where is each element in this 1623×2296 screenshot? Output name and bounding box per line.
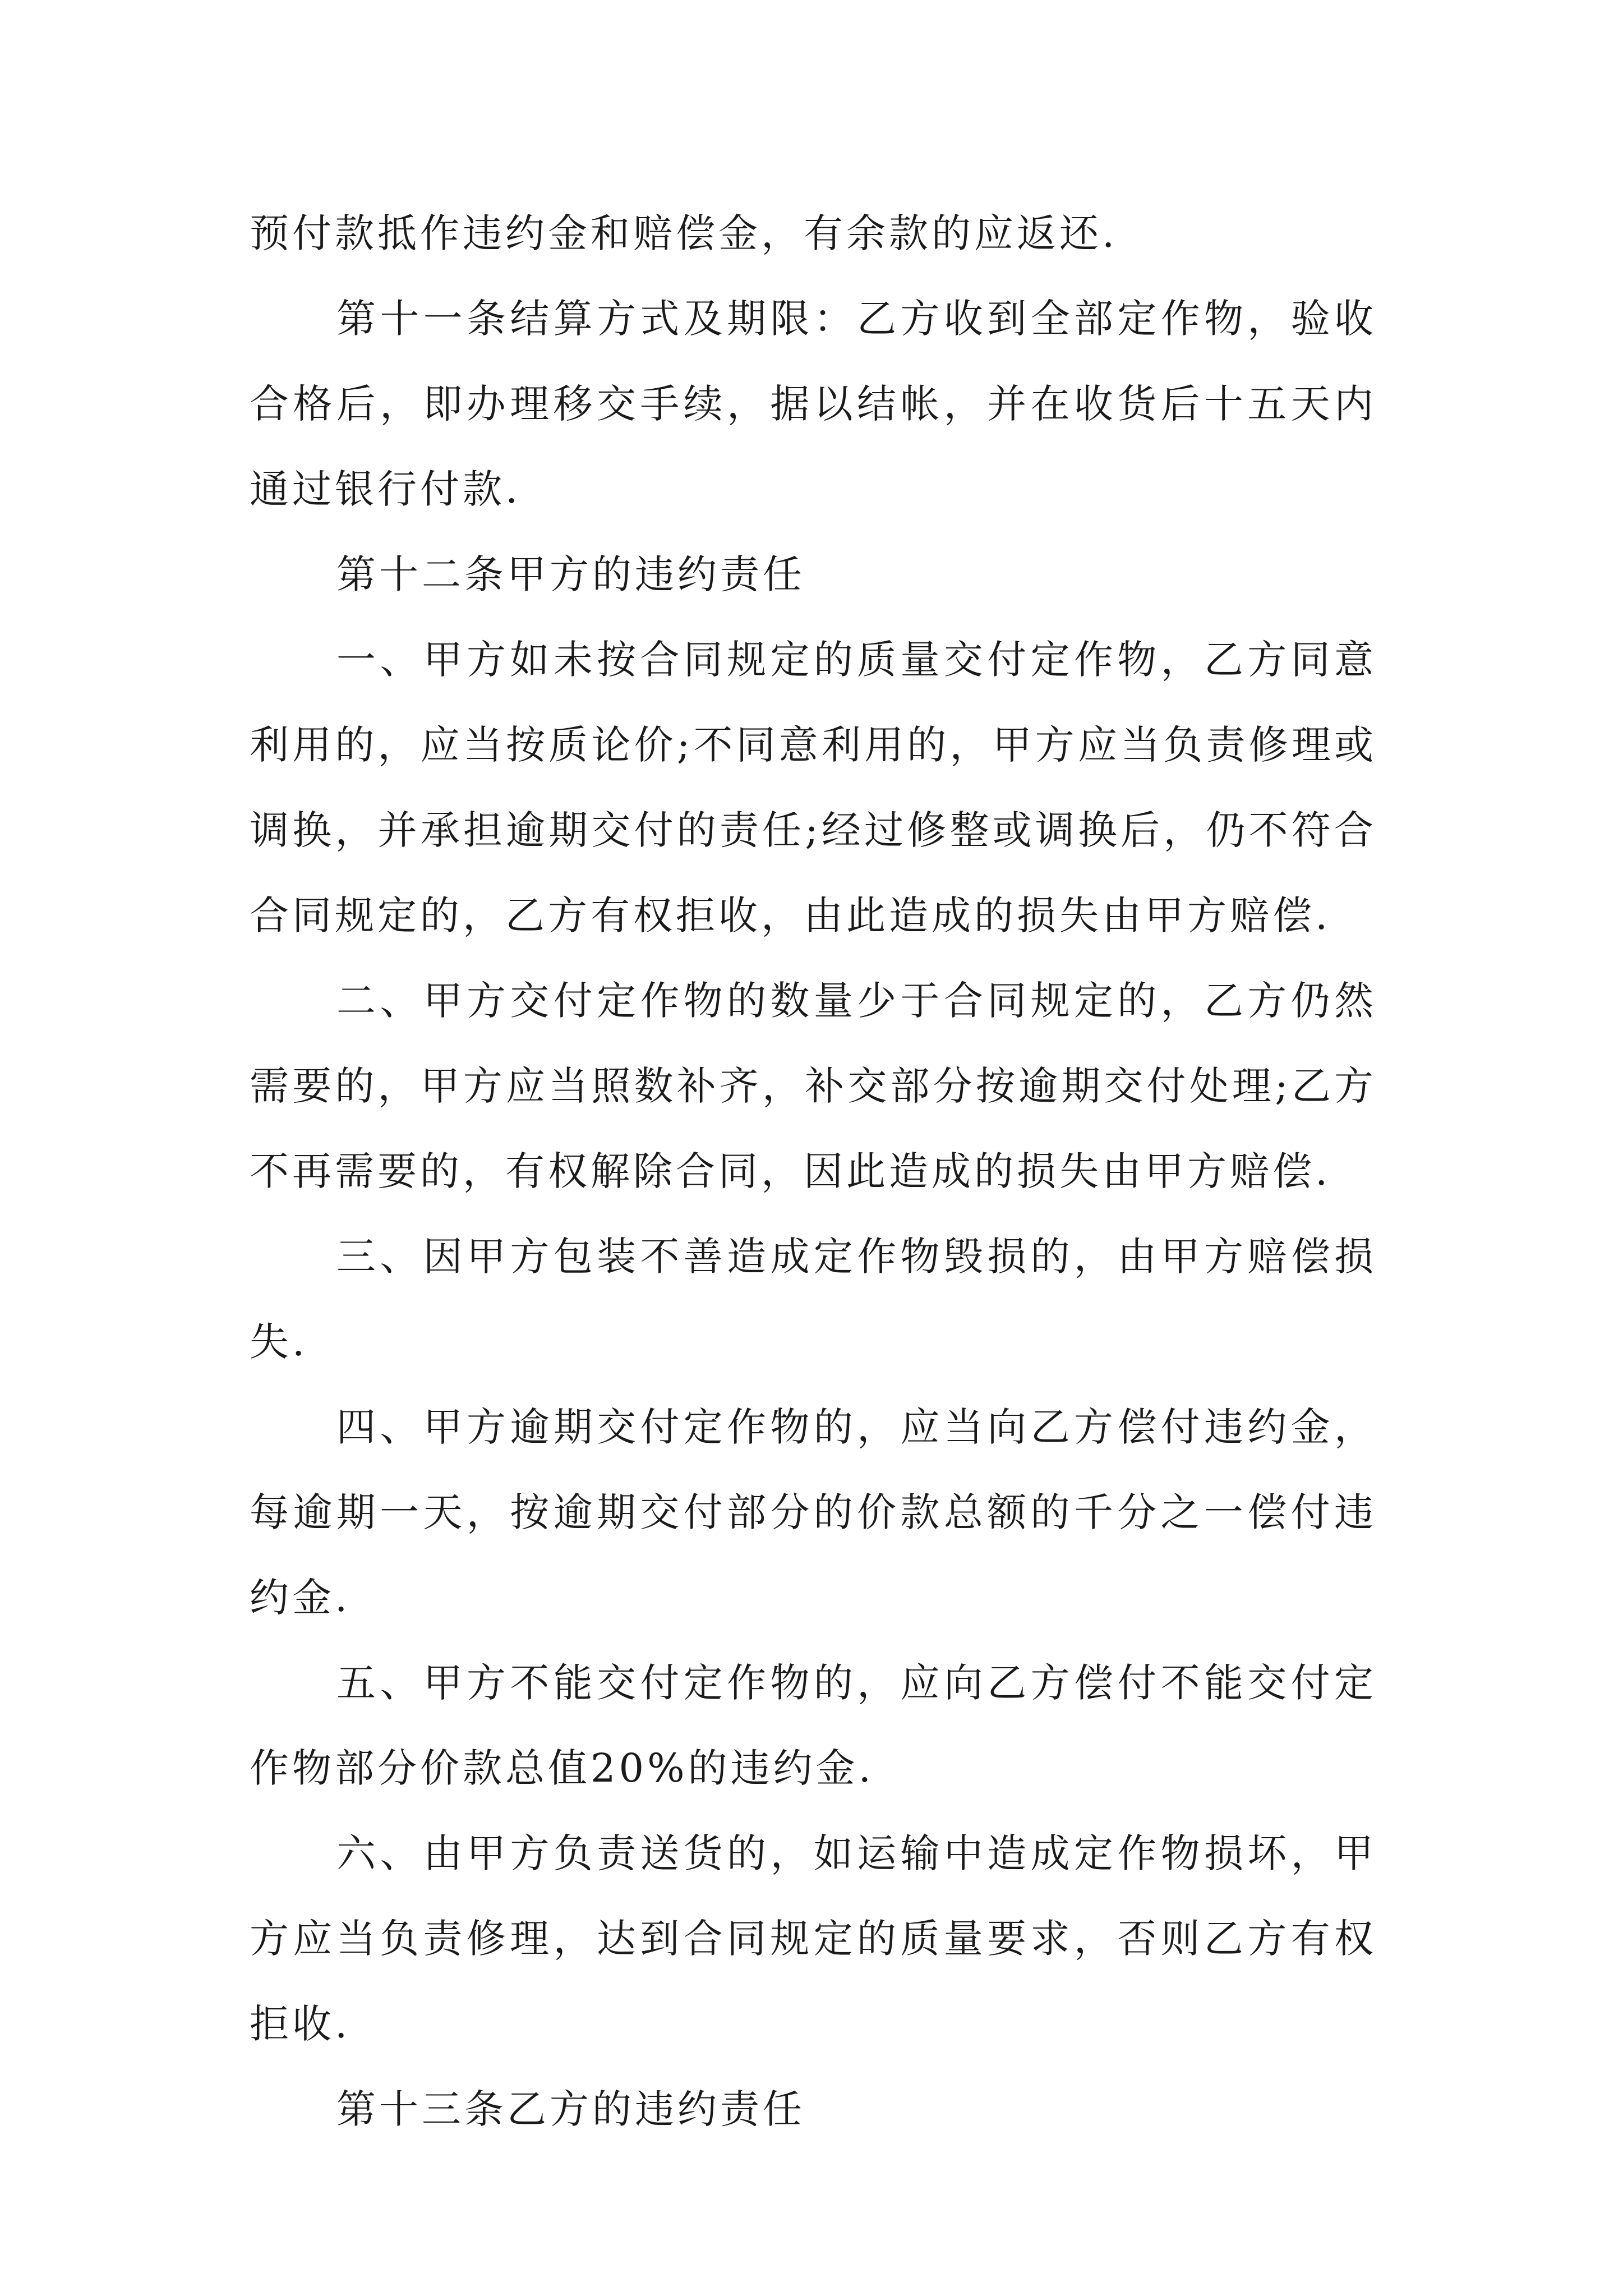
article-12-clause-2: 二、甲方交付定作物的数量少于合同规定的，乙方仍然需要的，甲方应当照数补齐，补交部分按逾期交付处理;乙方不再需要的，有权解除合同，因此造成的损失由甲方赔偿. <box>250 978 1377 1194</box>
article-12-clause-1: 一、甲方如未按合同规定的质量交付定作物，乙方同意利用的，应当按质论价;不同意利用的，甲方应当负责修理或调换，并承担逾期交付的责任;经过修整或调换后，仍不符合合同规定的，乙方有权拒收，由此造成的损失由甲方赔偿. <box>250 637 1377 938</box>
document-body <box>250 191 1377 2152</box>
article-13-heading: 第十三条乙方的违约责任 <box>336 2086 805 2132</box>
article-12-clause-4: 四、甲方逾期交付定作物的，应当向乙方偿付违约金，每逾期一天，按逾期交付部分的价款总额的千分之一偿付违约金. <box>250 1404 1377 1621</box>
article-12-clause-5: 五、甲方不能交付定作物的，应向乙方偿付不能交付定作物部分价款总值20%的违约金. <box>250 1660 1377 1791</box>
article-12-heading: 第十二条甲方的违约责任 <box>336 551 805 597</box>
article-12-clause-3: 三、因甲方包装不善造成定作物毁损的，由甲方赔偿损失. <box>250 1234 1377 1365</box>
article-12-clause-6: 六、由甲方负责送货的，如运输中造成定作物损坏，甲方应当负责修理，达到合同规定的质量要求，否则乙方有权拒收. <box>250 1830 1377 2047</box>
article-11-settlement: 第十一条结算方式及期限：乙方收到全部定作物，验收合格后，即办理移交手续，据以结帐，并在收货后十五天内通过银行付款. <box>250 296 1377 512</box>
paragraph-continuation: 预付款抵作违约金和赔偿金，有余款的应返还. <box>250 210 1118 256</box>
